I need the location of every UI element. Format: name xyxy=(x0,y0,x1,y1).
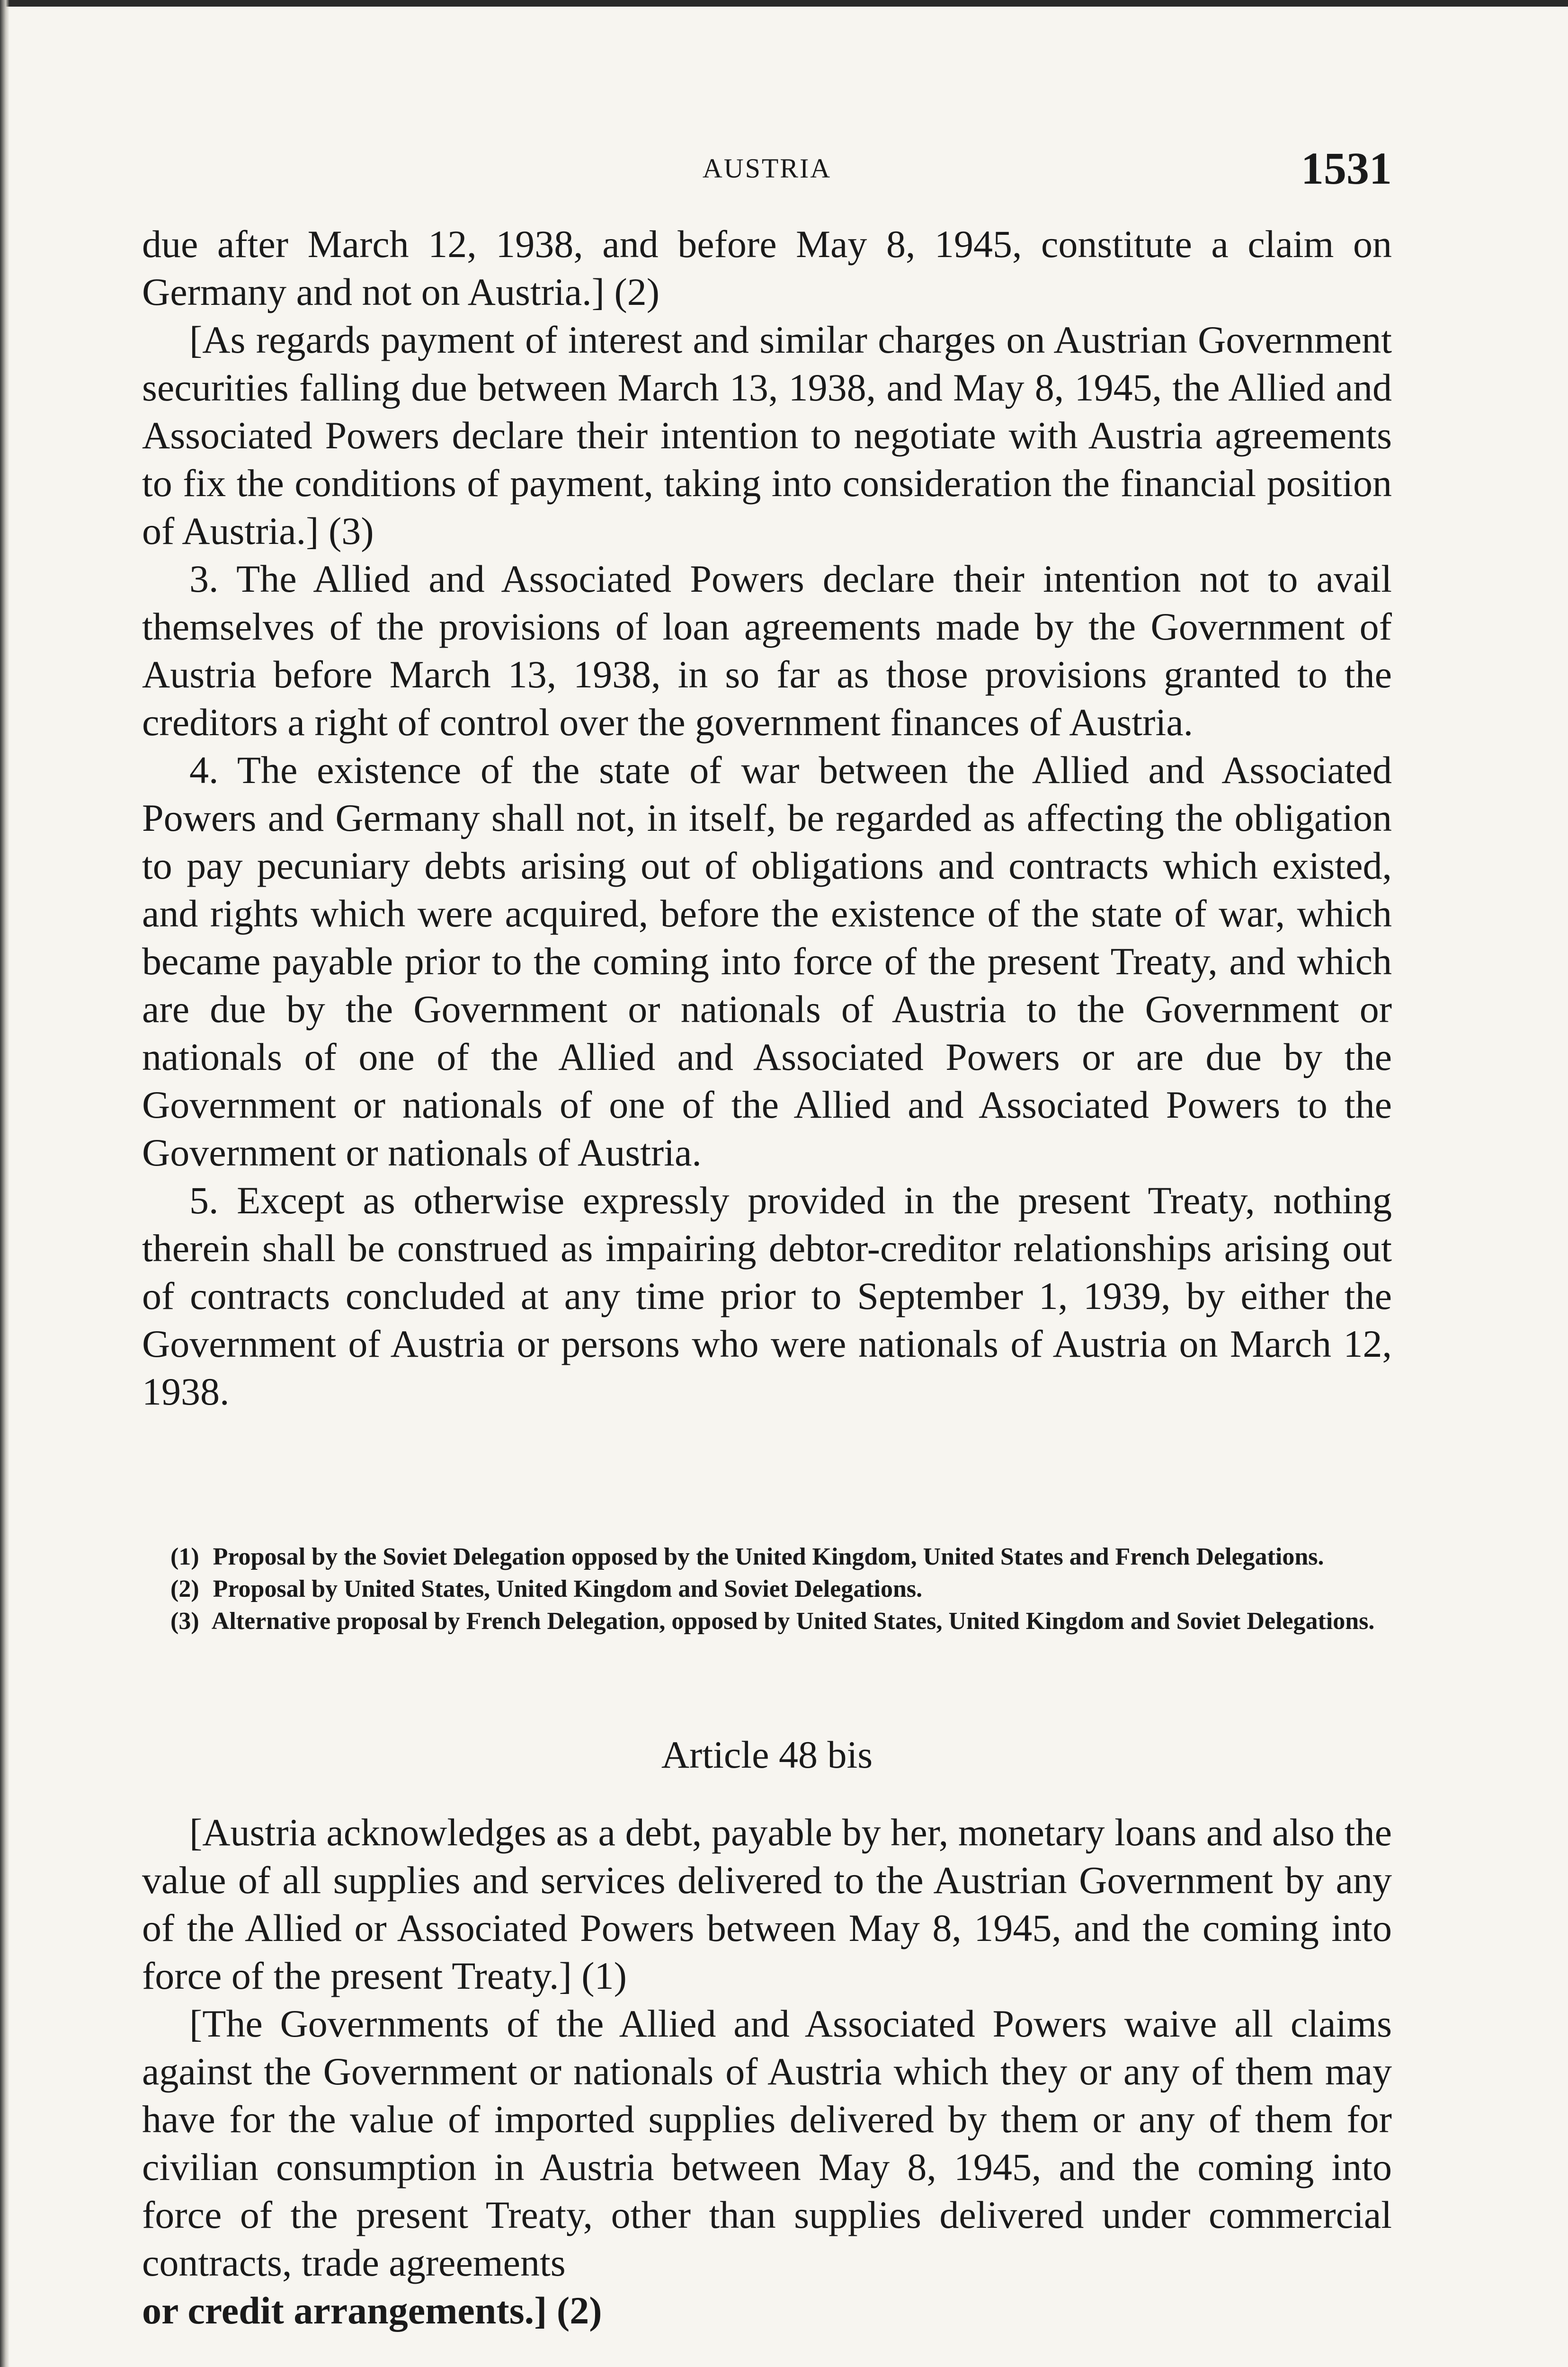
footnote-3 xyxy=(142,1605,1392,1637)
footnote-number: (1) xyxy=(170,1543,199,1570)
footnote-2 xyxy=(142,1573,1392,1605)
footnote-number: (2) xyxy=(170,1575,199,1602)
footnote-number: (3) xyxy=(170,1608,199,1635)
article-text xyxy=(142,1808,1392,2334)
running-header xyxy=(142,142,1392,199)
running-title: AUSTRIA xyxy=(702,153,832,184)
page-top-edge xyxy=(0,0,1568,7)
paragraph-5: 5. Except as otherwise expressly provided in the present Treaty, nothing therein shall be construed as impairing debtor-creditor relationships arising out of contracts concluded at any time prior to September 1, 1939, by either the Government of Austria or persons who were nationals of Austria on March 12, 1938. xyxy=(142,1179,1392,1413)
page-number: 1531 xyxy=(1301,143,1392,194)
footnotes xyxy=(142,1541,1392,1637)
paragraph-interest-charges: [As regards payment of interest and similar charges on Austrian Government securities falling due between March 13, 1938, and May 8, 1945, the Allied and Associated Powers declare their intention to negotiate with Austria agreements to fix the conditions of payment, taking into consideration the financial position of Austria.] (3) xyxy=(142,318,1392,552)
article-heading: Article 48 bis xyxy=(661,1733,873,1776)
page-left-edge xyxy=(0,0,9,2367)
footnote-1 xyxy=(142,1541,1392,1573)
paragraph-3: 3. The Allied and Associated Powers declare their intention not to avail themselves of the provisions of loan agreements made by the Government of Austria before March 13, 1938, in so far as those provisions granted to the creditors a right of control over the government finances of Austria. xyxy=(142,557,1392,744)
footnote-text: Proposal by the Soviet Delegation opposed by the United Kingdom, United States and French Delegations. xyxy=(213,1543,1324,1570)
article-paragraph-2: [The Governments of the Allied and Associated Powers waive all claims against the Government or nationals of Austria which they or any of them may have for the value of imported supplies delivered by them or any of them for civilian consumption in Austria between May 8, 1945, and the coming into force of the present Treaty, other than supplies delivered under commercial contracts, trade agreements xyxy=(142,2002,1392,2284)
footnote-text: Alternative proposal by French Delegation, opposed by United States, United Kingdom and Soviet Delegations. xyxy=(211,1608,1375,1635)
footnote-text: Proposal by United States, United Kingdom and Soviet Delegations. xyxy=(213,1575,923,1602)
paragraph-continuation: due after March 12, 1938, and before May 8, 1945, constitute a claim on Germany and not on Austria.] (2) xyxy=(142,222,1392,313)
article-paragraph-final-line: or credit arrangements.] (2) xyxy=(142,2289,602,2332)
article-paragraph-1: [Austria acknowledges as a debt, payable by her, monetary loans and also the value of all supplies and services delivered to the Austrian Government by any of the Allied or Associated Powers between May 8, 1945, and the coming into force of the present Treaty.] (1) xyxy=(142,1811,1392,1997)
main-text xyxy=(142,220,1392,1415)
paragraph-4: 4. The existence of the state of war between the Allied and Associated Powers and Germany shall not, in itself, be regarded as affecting the obligation to pay pecuniary debts arising out of obligations and contracts which existed, and rights which were acquired, before the existence of the state of war, which became payable prior to the coming into force of the present Treaty, and which are due by the Government or nationals of Austria to the Government or nationals of one of the Allied and Associated Powers or are due by the Government or nationals of one of the Allied and Associated Powers to the Government or nationals of Austria. xyxy=(142,748,1392,1174)
